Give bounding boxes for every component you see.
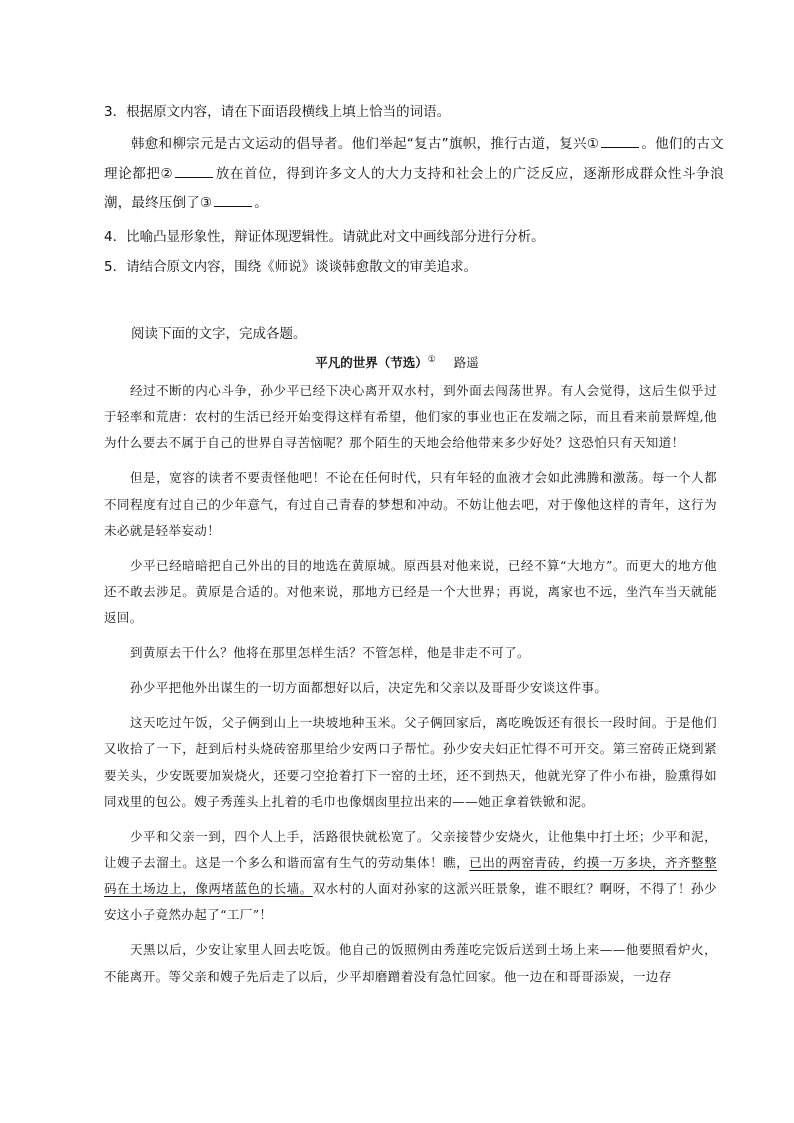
paragraph-7-start: 少平和父亲一到，四个人上手，活路很快就松宽了。父亲接替少安烧火，让他集中打土坯；少平和泥，让嫂子去溜土。这是一个多么和谐而富有生气的劳动集体！瞧，: [104, 828, 717, 871]
paragraph-5: 孙少平把他外出谋生的一切方面都想好以后，决定先和父亲以及哥哥少安谈这件事。: [130, 680, 608, 696]
q3-text-c: 放在首位，得到许多文人的大力支持和社会上的广泛反应，逐渐形成群众性斗争浪潮，最终压倒了: [104, 165, 724, 211]
question-5: 5．请结合原文内容，围绕《师说》谈谈韩愈散文的审美追求。: [104, 259, 478, 275]
paragraph-1: 经过不断的内心斗争，孙少平已经下决心离开双水村，到外面去闯荡世界。有人会觉得，这后生似乎过于轻率和荒唐：农村的生活已经开始变得这样有希望，他们家的事业也正在发端之际，而且看来前景辉煌,他为什么要去不属于自己的世界自寻苦恼呢？那个陌生的天地会给他带来多少好处？这恐怕只有天知道！: [104, 383, 717, 451]
underlined-sentence: 已出的两窑青砖，约摸一万多块，齐齐整整码在土场边上，像两堵蓝色的长墙。: [104, 855, 717, 897]
paragraph-7: [104, 824, 717, 929]
blank-2-number: ②: [160, 165, 174, 182]
passage-title: [0, 353, 794, 371]
paragraph-4: 到黄原去干什么？他将在那里怎样生活？不管怎样，他是非走不可了。: [130, 645, 530, 661]
paragraph-8: 天黑以后，少安让家里人回去吃饭。他自己的饭照例由秀莲吃完饭后送到土场上来——他要照看炉火，不能离开。等父亲和嫂子先后走了以后，少平却磨蹭着没有急忙回家。他一边在和哥哥添炭，一边存: [104, 942, 717, 984]
passage-author: 路遥: [453, 355, 479, 370]
paragraph-2: 但是，宽容的读者不要责怪他吧！不论在任何时代，只有年轻的血液才会如此沸腾和激荡。每一个人都不同程度有过自己的少年意气，有过自己青春的梦想和冲动。不妨让他去吧，对于像他这样的青年，这行为未必就是轻举妄动！: [104, 470, 717, 538]
passage-body: [104, 378, 717, 999]
paragraph-6: 这天吃过午饭，父子俩到山上一块坡地种玉米。父子俩回家后，离吃晚饭还有很长一段时间。于是他们又收拾了一下，赶到后村头烧砖窑那里给少安两口子帮忙。孙少安夫妇正忙得不可开交。第三窑砖正烧到紧要关头，少安既要加炭烧火，还要刁空抢着打下一窑的土坯，还不到热天，他就光穿了件小布褂，脸熏得如同戏里的包公。嫂子秀莲头上扎着的毛巾也像烟囱里拉出来的——她正拿着铁锨和泥。: [104, 715, 717, 809]
blank-1: [601, 146, 639, 148]
q3-text-d: 。: [254, 195, 268, 211]
blank-2: [175, 176, 213, 178]
q3-text-b: 。他们的古文理论都把: [104, 136, 725, 182]
blank-3: [214, 205, 252, 207]
reading-intro: 阅读下面的文字，完成各题。: [131, 326, 307, 342]
passage-title-text: 平凡的世界（节选）: [315, 355, 428, 370]
footnote-marker: ①: [427, 354, 436, 365]
q3-text-a: 韩愈和柳宗元是古文运动的倡导者。他们举起“复古”旗帜，推行古道，复兴: [131, 136, 587, 152]
question-3-paragraph: [104, 130, 724, 219]
blank-3-number: ③: [199, 195, 213, 211]
paragraph-3: 少平已经暗暗把自己外出的目的地选在黄原城。原西县对他来说，已经不算“大地方”。而更大的地方他还不敢去涉足。黄原是合适的。对他来说，那地方已经是一个大世界；再说，离家也不远，坐汽车当天就能返回。: [104, 557, 717, 626]
question-3-label: 3．根据原文内容，请在下面语段横线上填上恰当的词语。: [104, 104, 451, 120]
question-4: 4．比喻凸显形象性，辩证体现逻辑性。请就此对文中画线部分进行分析。: [104, 229, 545, 245]
blank-1-number: ①: [586, 136, 600, 152]
paragraph-7-end: 双水村的人面对孙家的这派兴旺景象，谁不眼红？啊呀，不得了！孙少安这小子竟然办起了“工厂”！: [104, 881, 717, 923]
